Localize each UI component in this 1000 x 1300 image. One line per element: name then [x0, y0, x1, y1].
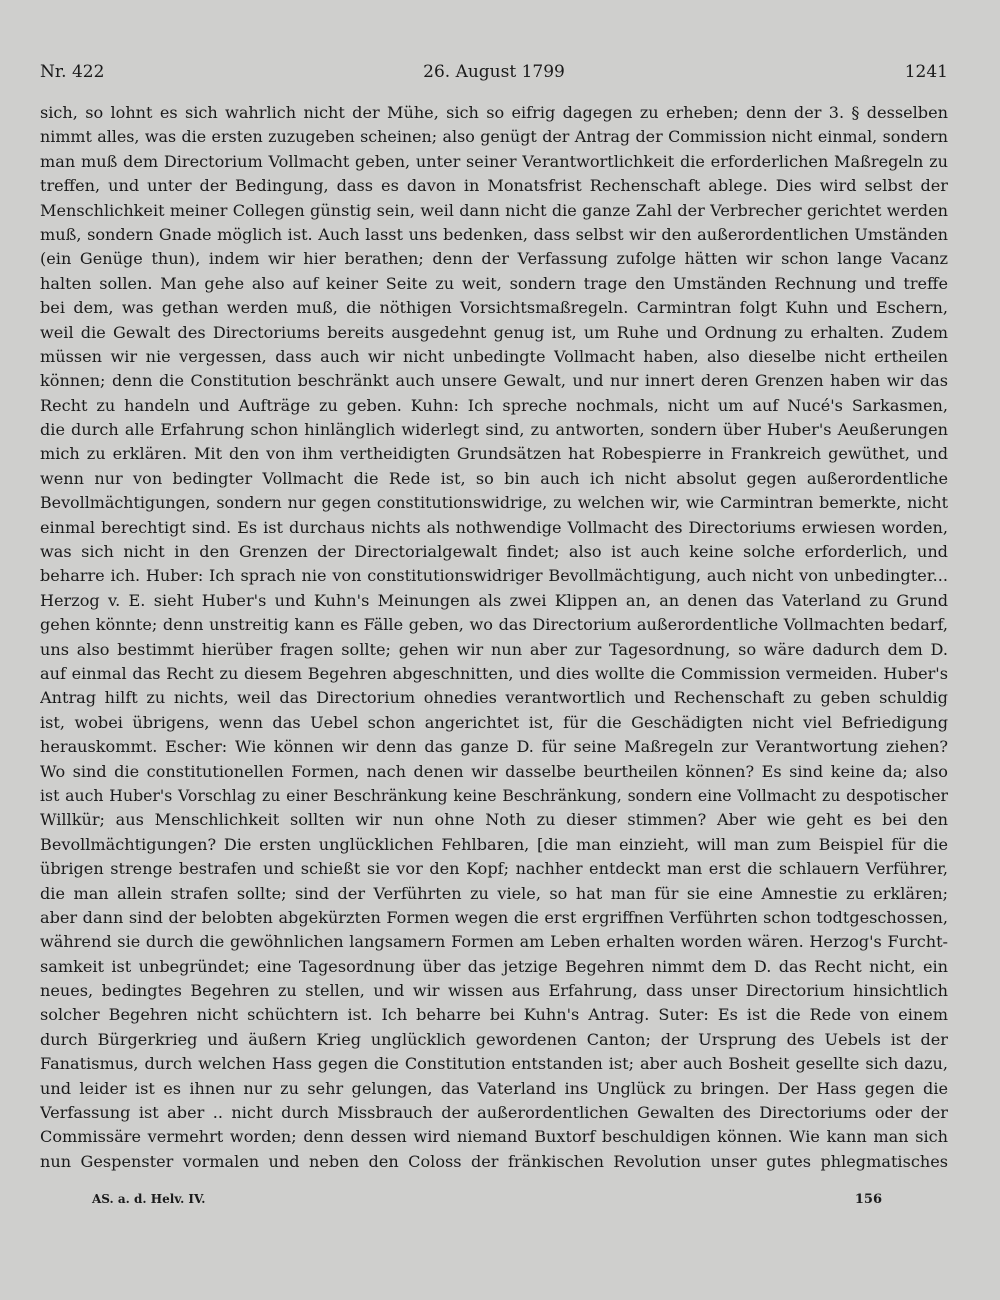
- text-line: Menschlichkeit meiner Collegen günstig sein, weil dann nicht die ganze Zahl der Verbrecher gerichtet werden: [40, 200, 948, 220]
- text-line: und leider ist es ihnen nur zu sehr gelungen, das Vaterland ins Unglück zu bringen. Der Hass gegen die: [40, 1078, 948, 1098]
- page-number: 1241: [904, 62, 948, 82]
- text-line: muß, sondern Gnade möglich ist. Auch lasst uns bedenken, dass selbst wir den außerordentlichen Umständen: [40, 224, 948, 244]
- text-line: sich, so lohnt es sich wahrlich nicht der Mühe, sich so eifrig dagegen zu erheben; denn der 3. § desselben: [40, 103, 948, 122]
- text-line: Fanatismus, durch welchen Hass gegen die Constitution entstanden ist; aber auch Bosheit gesellte sich dazu,: [40, 1054, 948, 1074]
- text-line: uns also bestimmt hierüber fragen sollte; gehen wir nun aber zur Tagesordnung, so wäre dadurch dem D.: [40, 639, 948, 659]
- text-line: solcher Begehren nicht schüchtern ist. Ich beharre bei Kuhn's Antrag. Suter: Es ist die Rede von einem: [40, 1005, 948, 1025]
- text-line: mich zu erklären. Mit den von ihm vertheidigten Grundsätzen hat Robespierre in Frankreich gewüthet, und: [40, 444, 948, 464]
- text-line: Bevollmächtigungen? Die ersten unglücklichen Fehlbaren, [die man einzieht, will man zum Beispiel für die: [40, 834, 948, 854]
- text-line: samkeit ist unbegründet; eine Tagesordnung über das jetzige Begehren nimmt dem D. das Recht nicht, ein: [40, 956, 948, 976]
- text-line: treffen, und unter der Bedingung, dass es davon in Monatsfrist Rechenschaft ablege. Dies wird selbst der: [40, 176, 948, 196]
- text-line: aber dann sind der belobten abgekürzten Formen wegen die erst ergriffnen Verführten schon todtgeschossen,: [40, 907, 948, 927]
- document-number: Nr. 422: [40, 62, 105, 82]
- text-line: halten sollen. Man gehe also auf keiner Seite zu weit, sondern trage den Umständen Rechnung und treffe: [40, 273, 948, 293]
- printer-signature: 156: [854, 1192, 882, 1207]
- header-date: 26. August 1799: [423, 62, 565, 82]
- text-line: Wo sind die constitutionellen Formen, nach denen wir dasselbe beurtheilen können? Es sind keine da; also: [40, 761, 948, 781]
- text-line: einmal berechtigt sind. Es ist durchaus nichts als nothwendige Vollmacht des Directoriums erwiesen worden,: [40, 517, 948, 537]
- text-line: können; denn die Constitution beschränkt auch unsere Gewalt, und nur innert deren Grenzen haben wir das: [40, 371, 948, 391]
- text-line: Willkür; aus Menschlichkeit sollten wir nun ohne Noth zu dieser stimmen? Aber wie geht es bei den: [40, 810, 948, 830]
- body-text: [40, 101, 948, 1199]
- text-line: die durch alle Erfahrung schon hinlänglich widerlegt sind, zu antworten, sondern über Huber's Aeußerungen: [40, 420, 948, 440]
- text-line: Antrag hilft zu nichts, weil das Directorium ohnedies verantwortlich und Rechenschaft zu geben schuldig: [40, 688, 948, 708]
- text-line: was sich nicht in den Grenzen der Directorialgewalt findet; also ist auch keine solche erforderlich, und: [40, 542, 948, 562]
- text-line: beharre ich. Huber: Ich sprach nie von constitutionswidriger Bevollmächtigung, auch nicht von unbedingter...: [40, 566, 948, 586]
- text-line: ist, wobei übrigens, wenn das Uebel schon angerichtet ist, für die Geschädigten nicht viel Befriedigung: [40, 712, 948, 732]
- text-line: nimmt alles, was die ersten zuzugeben scheinen; also genügt der Antrag der Commission nicht einmal, sondern: [40, 127, 948, 147]
- text-line: Herzog v. E. sieht Huber's und Kuhn's Meinungen als zwei Klippen an, an denen das Vaterland zu Grund: [40, 590, 948, 610]
- text-line: man muß dem Directorium Vollmacht geben, unter seiner Verantwortlichkeit die erforderlichen Maßregeln zu: [40, 151, 948, 171]
- text-line: wenn nur von bedingter Vollmacht die Rede ist, so bin auch ich nicht absolut gegen außerordentliche: [40, 468, 948, 488]
- text-line: die man allein strafen sollte; sind der Verführten zu viele, so hat man für sie eine Amnestie zu erklären;: [40, 883, 948, 903]
- text-line: Recht zu handeln und Aufträge zu geben. Kuhn: Ich spreche nochmals, nicht um auf Nucé's Sarkasmen,: [40, 395, 948, 415]
- page-footer: [92, 1192, 882, 1212]
- source-reference: AS. a. d. Helv. IV.: [92, 1192, 206, 1206]
- text-line: gehen könnte; denn unstreitig kann es Fälle geben, wo das Directorium außerordentliche Vollmachten bedarf,: [40, 615, 948, 635]
- text-line: bei dem, was gethan werden muß, die nöthigen Vorsichtsmaßregeln. Carmintran folgt Kuhn und Eschern,: [40, 298, 948, 318]
- text-line: herauskommt. Escher: Wie können wir denn das ganze D. für seine Maßregeln zur Verantwortung ziehen?: [40, 737, 948, 757]
- text-line: neues, bedingtes Begehren zu stellen, und wir wissen aus Erfahrung, dass unser Directorium hinsichtlich: [40, 981, 948, 1001]
- text-line: ist auch Huber's Vorschlag zu einer Beschränkung keine Beschränkung, sondern eine Vollmacht zu despotischer: [40, 785, 948, 805]
- text-line: Bevollmächtigungen, sondern nur gegen constitutionswidrige, zu welchen wir, wie Carmintran bemerkte, nicht: [40, 493, 948, 513]
- text-line: Commissäre vermehrt worden; denn dessen wird niemand Buxtorf beschuldigen können. Wie kann man sich: [40, 1127, 948, 1147]
- text-line: Verfassung ist aber .. nicht durch Missbrauch der außerordentlichen Gewalten des Directoriums oder der: [40, 1103, 948, 1123]
- text-line: nun Gespenster vormalen und neben den Coloss der fränkischen Revolution unser gutes phlegmatisches: [40, 1151, 948, 1171]
- text-line: müssen wir nie vergessen, dass auch wir nicht unbedingte Vollmacht haben, also dieselbe nicht ertheilen: [40, 346, 948, 366]
- text-line: (ein Genüge thun), indem wir hier berathen; denn der Verfassung zufolge hätten wir schon lange Vacanz: [40, 249, 948, 269]
- page-header: [40, 62, 948, 92]
- text-line: übrigen strenge bestrafen und schießt sie vor den Kopf; nachher entdeckt man erst die schlauern Verführer,: [40, 859, 948, 879]
- text-line: während sie durch die gewöhnlichen langsamern Formen am Leben erhalten worden wären. Herzog's Furcht-: [40, 932, 948, 952]
- text-line: auf einmal das Recht zu diesem Begehren abgeschnitten, und dies wollte die Commission vermeiden. Huber's: [40, 663, 948, 683]
- text-line: durch Bürgerkrieg und äußern Krieg unglücklich gewordenen Canton; der Ursprung des Uebels ist der: [40, 1029, 948, 1049]
- text-line: weil die Gewalt des Directoriums bereits ausgedehnt genug ist, um Ruhe und Ordnung zu erhalten. Zudem: [40, 322, 948, 342]
